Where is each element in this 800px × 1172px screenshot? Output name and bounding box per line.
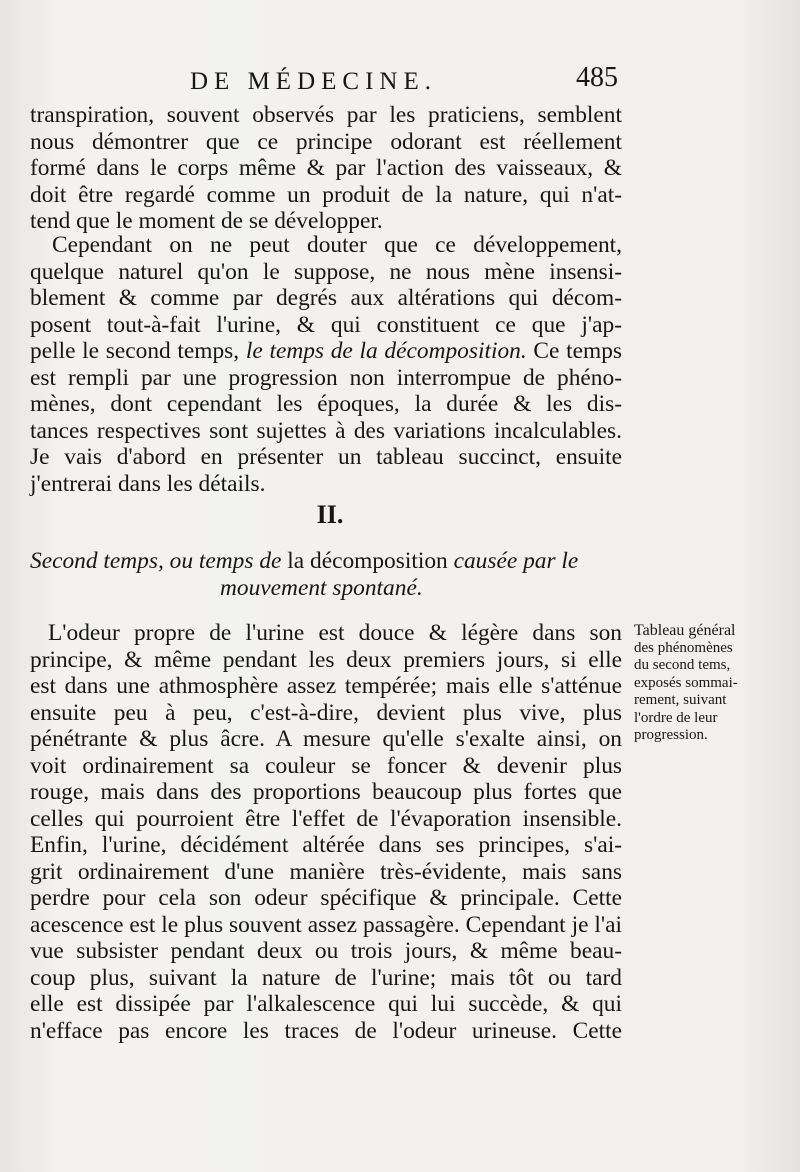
text-line: tances respectives sont sujettes à des variations incalculables. [30,417,622,444]
paragraph-1 [30,102,622,235]
margin-note-line: Tableau général [634,622,736,639]
margin-note-line: des phénomènes [634,639,733,656]
page-number: 485 [576,62,618,93]
text-line: elle est dissipée par l'alkalescence qui lui succède, & qui [30,991,622,1017]
text-line: posent tout-à-fait l'urine, & qui constituent ce que j'ap- [30,311,622,338]
text-line: n'efface pas encore les traces de l'odeur urineuse. Cette [30,1017,622,1044]
text-line: voit ordinairement sa couleur se foncer & devenir plus [30,752,622,779]
title-italic-part: Second temps, ou temps de [30,548,282,574]
text-line: perdre pour cela son odeur spécifique & principale. Cette [30,885,622,911]
section-number: II. [316,500,344,529]
text-line: mènes, dont cependant les époques, la durée & les dis- [30,391,622,417]
text-line: transpiration, souvent observés par les praticiens, semblent [30,102,622,128]
margin-note-line: l'ordre de leur [634,709,718,726]
text-line: ensuite peu à peu, c'est-à-dire, devient plus vive, plus [30,699,622,726]
text-fragment: Ce temps [533,338,622,364]
text-line: est dans une athmosphère assez tempérée; mais elle s'atténue [30,673,622,699]
section-title [30,548,630,602]
text-line: principe, & même pendant les deux premiers jours, si elle [30,646,622,673]
page-header [0,62,800,102]
margin-note-line: progression. [634,727,708,743]
paragraph-3 [30,620,622,1044]
margin-note [634,622,764,745]
text-line: tend que le moment de se développer. [30,208,383,234]
text-line: pénétrante & plus âcre. A mesure qu'elle s'exalte ainsi, on [30,726,622,752]
text-line: nous démontrer que ce principe odorant est réellement [30,128,622,155]
text-line: est rempli par une progression non interrompue de phéno- [30,364,622,391]
text-line: coup plus, suivant la nature de l'urine; mais tôt ou tard [30,964,622,991]
text-line: formé dans le corps même & par l'action des vaisseaux, & [30,155,622,181]
section-title-line-1 [30,548,630,575]
text-line: blement & comme par degrés aux altérations qui décom- [30,285,622,311]
title-italic-part: mouvement spontané. [220,575,423,601]
text-line: L'odeur propre de l'urine est douce & légère dans son [48,620,622,646]
text-line: Enfin, l'urine, décidément altérée dans ses principes, s'ai- [30,832,622,858]
text-line: Je vais d'abord en présenter un tableau succinct, ensuite [30,444,622,470]
text-line: vue subsister pendant deux ou trois jours, & même beau- [30,938,622,964]
text-line: celles qui pourroient être l'effet de l'évaporation insensible. [30,805,622,832]
title-italic-part: causée par le [453,548,579,574]
section-title-line-2 [30,575,630,602]
margin-note-line: du second tems, [634,657,731,673]
text-line: grit ordinairement d'une manière très-évidente, mais sans [30,858,622,885]
italic-term: le temps de la décomposition. [245,338,527,364]
text-line-with-italic [30,338,622,365]
text-line: quelque naturel qu'on le suppose, ne nous mène insensi- [30,258,622,285]
text-line: j'entrerai dans les détails. [30,470,266,497]
text-fragment: pelle le second temps, [30,338,240,364]
margin-note-line: rement, suivant [634,692,727,708]
text-line: Cependant on ne peut douter que ce développement, [52,232,622,258]
running-head: DE MÉDECINE. [190,68,437,95]
text-line: rouge, mais dans des proportions beaucoup plus fortes que [30,779,622,805]
paragraph-2 [30,232,622,497]
text-line: doit être regardé comme un produit de la nature, qui n'at- [30,181,622,208]
title-roman-part: la décomposition [287,548,448,574]
margin-note-line: exposés sommai- [634,674,738,691]
text-line: acescence est le plus souvent assez passagère. Cependant je l'ai [30,911,622,938]
